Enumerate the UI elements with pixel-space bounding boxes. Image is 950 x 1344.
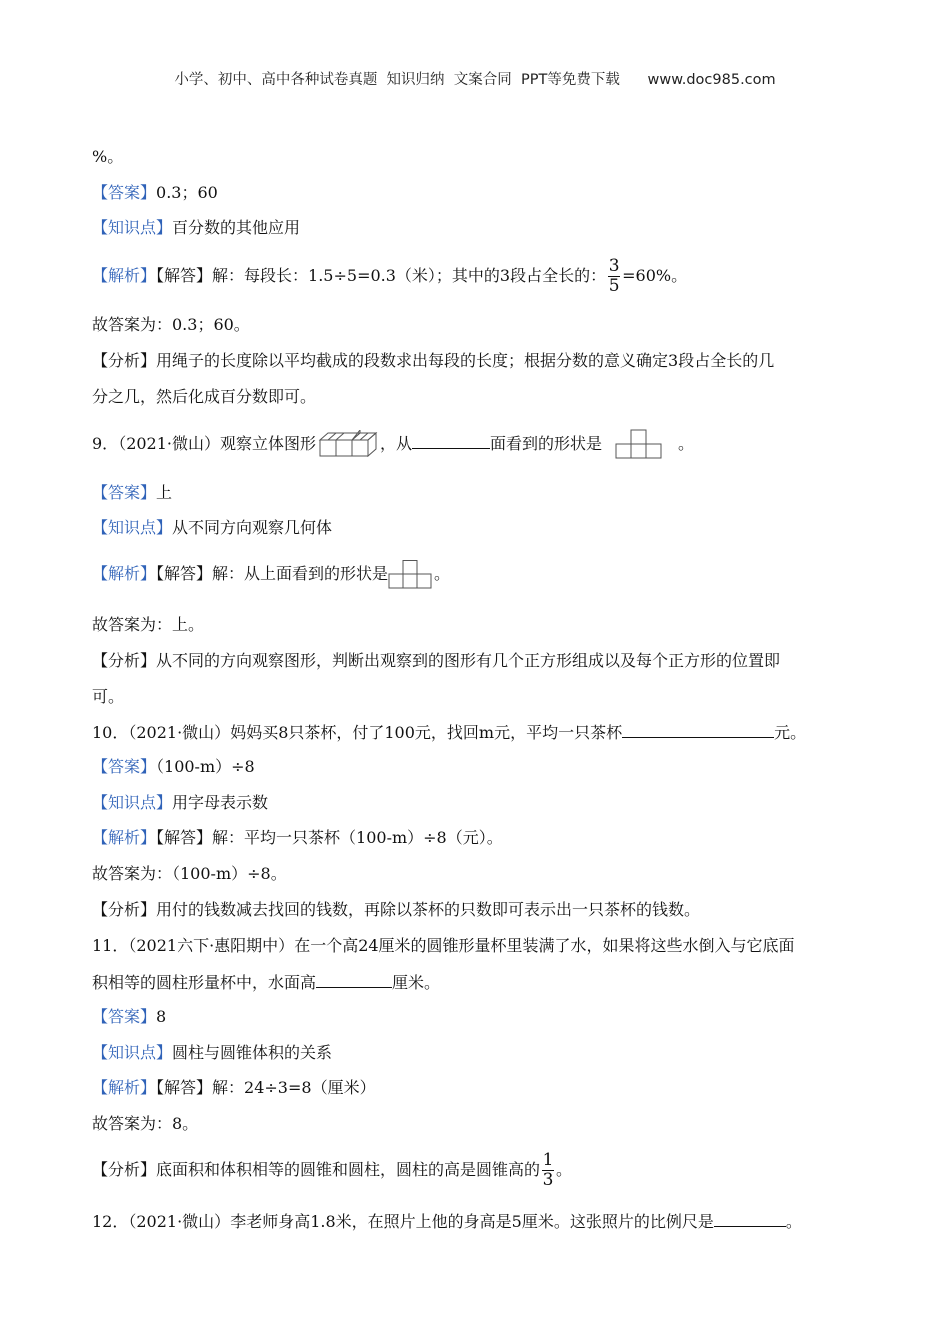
q12-question-row (92, 1210, 802, 1233)
q10-source: （2021·微山） (128, 723, 231, 742)
q9-text-d: 。 (678, 434, 695, 453)
q10-result: 故答案为：（100-m）÷8。 (92, 864, 287, 883)
q11-knowledge-row (92, 1042, 332, 1064)
q10-number: 10． (92, 723, 129, 742)
q11-blank (316, 971, 392, 988)
q10-text-a: 妈妈买8只茶杯，付了100元，找回m元，平均一只茶杯 (230, 723, 623, 742)
q8-analyze-row (92, 350, 774, 372)
solve-label: 【解答】 (156, 1078, 213, 1097)
q11-text-b: 积相等的圆柱形量杯中，水面高 (92, 973, 317, 992)
q10-analyze: 用付的钱数减去找回的钱数，再除以茶杯的只数即可表示出一只茶杯的钱数。 (156, 900, 701, 919)
q8-fraction (608, 257, 620, 296)
q9-analyze-row (92, 650, 780, 672)
q12-blank (714, 1210, 786, 1227)
q10-question-row (92, 721, 806, 744)
q8-analyze-line2: 分之几，然后化成百分数即可。 (92, 387, 317, 406)
q11-text-a: 在一个高24厘米的圆锥形量杯里装满了水，如果将这些水倒入与它底面 (294, 936, 795, 955)
q11-question-row (92, 935, 795, 957)
analysis-label: 【解析】 (92, 1078, 157, 1097)
q10-knowledge: 用字母表示数 (172, 793, 269, 812)
q8-solve-after: =60%。 (622, 266, 688, 285)
solve-label: 【解答】 (156, 828, 213, 847)
q9-solve-row (92, 556, 450, 592)
q9-solve-text: 解：从上面看到的形状是 (212, 564, 389, 583)
q12-text-a: 李老师身高1.8米，在照片上他的身高是5厘米。这张照片的比例尺是 (230, 1212, 714, 1231)
analyze-label: 【分析】 (92, 351, 157, 370)
q10-solve-text: 解：平均一只茶杯（100-m）÷8（元）。 (212, 828, 503, 847)
q8-analyze-line1: 用绳子的长度除以平均截成的段数求出每段的长度；根据分数的意义确定3段占全长的几 (156, 351, 775, 370)
q8-knowledge-row (92, 217, 300, 239)
q11-text-c: 厘米。 (392, 973, 441, 992)
solve-label: 【解答】 (156, 266, 213, 285)
q10-knowledge-row (92, 792, 268, 814)
q11-fraction-numerator: 1 (542, 1150, 554, 1170)
q9-knowledge: 从不同方向观察几何体 (172, 518, 333, 537)
solve-label: 【解答】 (156, 564, 213, 583)
q12-source: （2021·微山） (128, 1212, 231, 1231)
q8-result: 故答案为：0.3；60。 (92, 315, 250, 334)
q9-text-c: 面看到的形状是 (490, 434, 603, 453)
q11-answer-row (92, 1006, 166, 1028)
q10-blank (622, 721, 774, 738)
q9-blank (412, 432, 490, 449)
q12-number: 12． (92, 1212, 129, 1231)
q9-solve-after: 。 (434, 564, 451, 583)
q11-fraction-denominator: 3 (542, 1170, 554, 1190)
q10-answer-row (92, 756, 255, 778)
q11-knowledge: 圆柱与圆锥体积的关系 (172, 1043, 333, 1062)
analysis-label: 【解析】 (92, 828, 157, 847)
analyze-label: 【分析】 (92, 651, 157, 670)
q8-solve-text: 解：每段长：1.5÷5=0.3（米）；其中的3段占全长的： (212, 266, 607, 285)
q8-fraction-numerator: 3 (608, 256, 620, 276)
q9-result: 故答案为：上。 (92, 615, 205, 634)
q10-answer: （100-m）÷8 (156, 757, 255, 776)
q9-text-b: ，从 (380, 434, 413, 453)
page-header: 小学、初中、高中各种试卷真题 知识归纳 文案合同 PPT等免费下载 www.doc985.com (174, 72, 776, 88)
q11-answer: 8 (156, 1007, 167, 1026)
q8-answer: 0.3；60 (156, 183, 218, 202)
q10-analyze-row (92, 899, 700, 921)
q9-knowledge-row (92, 517, 332, 539)
q11-solve-row (92, 1077, 376, 1099)
q11-analyze-after: 。 (556, 1160, 573, 1179)
q9-source: （2021·微山） (118, 434, 220, 453)
top-view-shape-icon (388, 560, 434, 590)
answer-label: 【答案】 (92, 757, 157, 776)
q9-answer-row (92, 482, 172, 504)
answer-label: 【答案】 (92, 183, 157, 202)
answer-label: 【答案】 (92, 1007, 157, 1026)
knowledge-label: 【知识点】 (92, 1043, 173, 1062)
solid-figure-icon (316, 430, 380, 460)
top-view-shape-icon (610, 429, 670, 461)
q12-text-b: 。 (785, 1212, 802, 1231)
analysis-label: 【解析】 (92, 266, 157, 285)
answer-label: 【答案】 (92, 483, 157, 502)
q11-question-row-2 (92, 971, 440, 994)
q8-knowledge: 百分数的其他应用 (172, 218, 301, 237)
q9-number: 9． (92, 434, 119, 453)
knowledge-label: 【知识点】 (92, 793, 173, 812)
analysis-label: 【解析】 (92, 564, 157, 583)
q9-analyze-line1: 从不同的方向观察图形，判断出观察到的图形有几个正方形组成以及每个正方形的位置即 (156, 651, 781, 670)
q8-fraction-denominator: 5 (608, 276, 620, 296)
q8-tail: %。 (92, 147, 124, 166)
q10-solve-row (92, 827, 503, 849)
analyze-label: 【分析】 (92, 900, 157, 919)
q10-text-b: 元。 (774, 723, 807, 742)
knowledge-label: 【知识点】 (92, 518, 173, 537)
q11-analyze-row (92, 1148, 572, 1192)
q11-number: 11． (92, 936, 129, 955)
q8-answer-row (92, 182, 218, 204)
q11-result: 故答案为：8。 (92, 1114, 199, 1133)
q11-analyze-text: 底面积和体积相等的圆锥和圆柱，圆柱的高是圆锥高的 (156, 1160, 541, 1179)
knowledge-label: 【知识点】 (92, 218, 173, 237)
q11-fraction (542, 1151, 554, 1190)
q9-text-a: 观察立体图形 (220, 434, 317, 453)
q9-analyze-line2: 可。 (92, 687, 125, 706)
q9-answer: 上 (156, 483, 173, 502)
q9-question-row (92, 424, 694, 464)
q11-source: （2021六下·惠阳期中） (128, 936, 295, 955)
q8-solve-row (92, 254, 687, 298)
q11-solve-text: 解：24÷3=8（厘米） (212, 1078, 376, 1097)
analyze-label: 【分析】 (92, 1160, 157, 1179)
